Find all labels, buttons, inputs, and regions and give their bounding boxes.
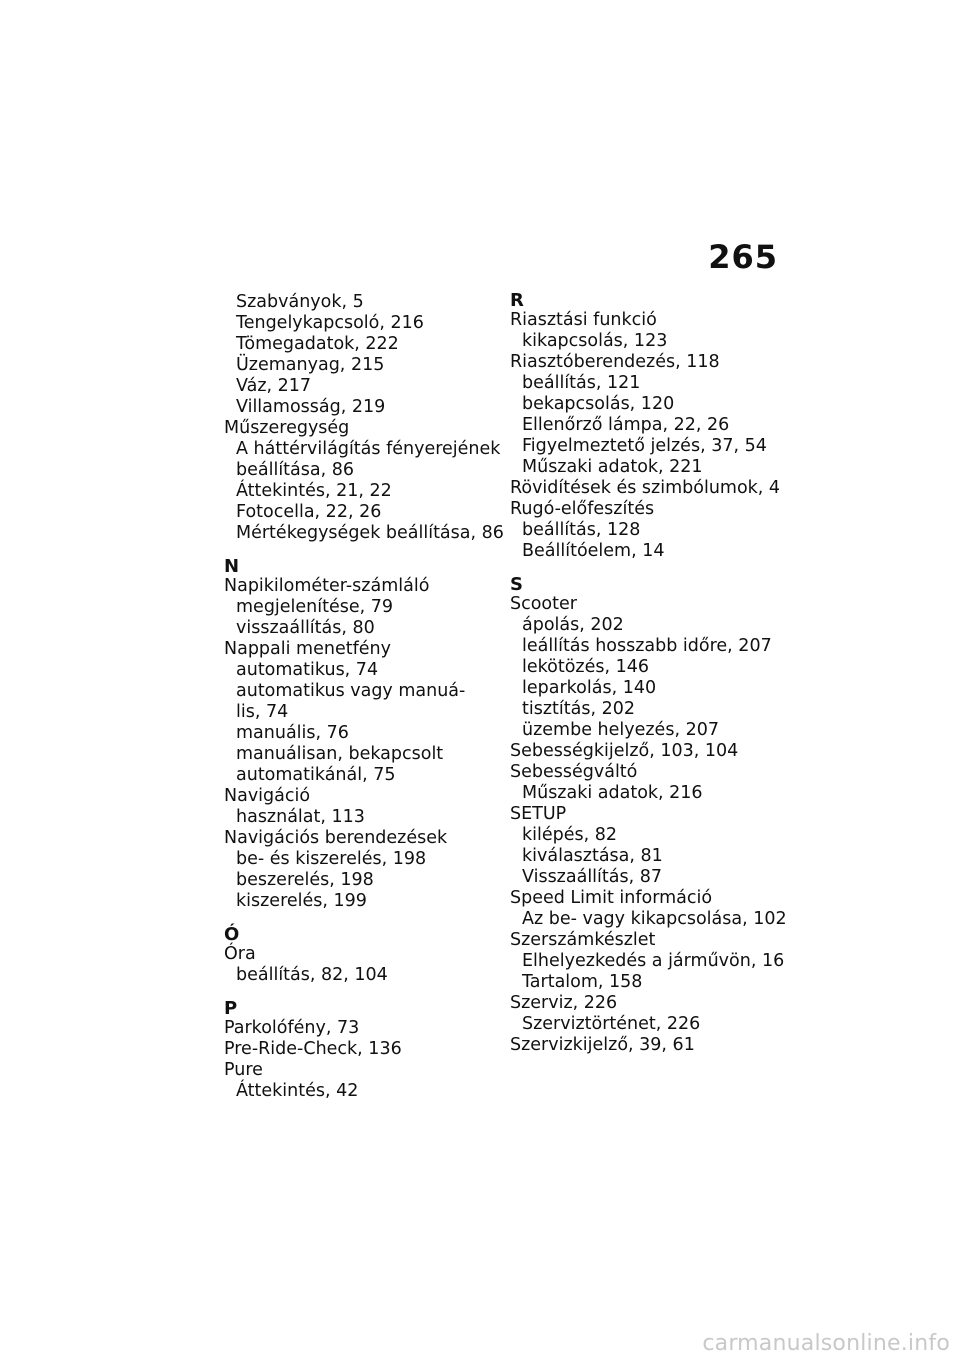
index-entry: Speed Limit információ xyxy=(510,888,713,908)
index-subentry: Visszaállítás, 87 xyxy=(522,867,662,887)
index-entry: Óra xyxy=(224,944,256,964)
index-subentry: automatikus vagy manuá- xyxy=(236,681,466,701)
index-subentry: kiszerelés, 199 xyxy=(236,891,367,911)
index-entry: Scooter xyxy=(510,594,577,614)
index-subentry: beállítás, 128 xyxy=(522,520,641,540)
index-letter-heading: Ó xyxy=(224,924,240,945)
index-subentry: Műszaki adatok, 221 xyxy=(522,457,703,477)
index-subentry: kilépés, 82 xyxy=(522,825,618,845)
index-column-right xyxy=(510,292,810,1056)
index-subentry: automatikánál, 75 xyxy=(236,765,396,785)
index-entry: Navigáció xyxy=(224,786,311,806)
index-subentry: Villamosság, 219 xyxy=(236,397,386,417)
index-entry: Szervizkijelző, 39, 61 xyxy=(510,1035,695,1055)
index-entry: Rugó-előfeszítés xyxy=(510,499,655,519)
index-column-left xyxy=(224,292,504,1102)
index-subentry: Áttekintés, 42 xyxy=(236,1081,359,1101)
index-subentry: üzembe helyezés, 207 xyxy=(522,720,719,740)
index-entry: Műszeregység xyxy=(224,418,350,438)
index-subentry: leállítás hosszabb időre, 207 xyxy=(522,636,772,656)
index-entry: Pure xyxy=(224,1060,263,1080)
index-entry: Sebességkijelző, 103, 104 xyxy=(510,741,739,761)
index-subentry: Fotocella, 22, 26 xyxy=(236,502,382,522)
index-subentry: beállítás, 82, 104 xyxy=(236,965,388,985)
index-entry: Riasztóberendezés, 118 xyxy=(510,352,720,372)
index-subentry: Áttekintés, 21, 22 xyxy=(236,481,392,501)
index-subentry: Szabványok, 5 xyxy=(236,292,364,312)
index-subentry: lekötözés, 146 xyxy=(522,657,650,677)
index-subentry: kiválasztása, 81 xyxy=(522,846,663,866)
index-letter-heading: S xyxy=(510,574,523,595)
index-entry: Pre-Ride-Check, 136 xyxy=(224,1039,402,1059)
index-subentry: Tömegadatok, 222 xyxy=(236,334,399,354)
index-subentry: Váz, 217 xyxy=(236,376,312,396)
index-subentry: lis, 74 xyxy=(236,702,289,722)
index-subentry: Üzemanyag, 215 xyxy=(236,355,385,375)
index-entry: Szerszámkészlet xyxy=(510,930,656,950)
index-subentry: ápolás, 202 xyxy=(522,615,624,635)
index-subentry: visszaállítás, 80 xyxy=(236,618,375,638)
index-subentry: Szerviztörténet, 226 xyxy=(522,1014,701,1034)
index-subentry: Ellenőrző lámpa, 22, 26 xyxy=(522,415,730,435)
index-subentry: manuálisan, bekapcsolt xyxy=(236,744,444,764)
index-subentry: Tartalom, 158 xyxy=(522,972,643,992)
index-subentry: be- és kiszerelés, 198 xyxy=(236,849,427,869)
index-entry: Navigációs berendezések xyxy=(224,828,448,848)
index-subentry: tisztítás, 202 xyxy=(522,699,635,719)
page-number: 265 xyxy=(708,238,778,276)
index-subentry: Műszaki adatok, 216 xyxy=(522,783,703,803)
index-entry: Szerviz, 226 xyxy=(510,993,618,1013)
index-subentry: Beállítóelem, 14 xyxy=(522,541,665,561)
index-entry: Parkolófény, 73 xyxy=(224,1018,360,1038)
index-entry: Napikilométer-számláló xyxy=(224,576,430,596)
index-subentry: bekapcsolás, 120 xyxy=(522,394,675,414)
index-entry: Riasztási funkció xyxy=(510,310,657,330)
index-subentry: megjelenítése, 79 xyxy=(236,597,394,617)
index-subentry: Elhelyezkedés a járművön, 16 xyxy=(522,951,785,971)
index-entry: Nappali menetfény xyxy=(224,639,391,659)
index-subentry: Figyelmeztető jelzés, 37, 54 xyxy=(522,436,767,456)
index-subentry: beszerelés, 198 xyxy=(236,870,374,890)
index-letter-heading: P xyxy=(224,998,238,1019)
index-subentry: beállítása, 86 xyxy=(236,460,355,480)
index-entry: Sebességváltó xyxy=(510,762,638,782)
index-letter-heading: R xyxy=(510,290,524,311)
index-subentry: A háttérvilágítás fényerejének xyxy=(236,439,501,459)
index-subentry: beállítás, 121 xyxy=(522,373,641,393)
index-letter-heading: N xyxy=(224,556,240,577)
index-subentry: leparkolás, 140 xyxy=(522,678,657,698)
index-entry: SETUP xyxy=(510,804,567,824)
index-entry: Rövidítések és szimbólumok, 4 xyxy=(510,478,781,498)
index-subentry: használat, 113 xyxy=(236,807,365,827)
watermark-text[interactable]: carmanualsonline.info xyxy=(702,1331,950,1356)
index-subentry: Tengelykapcsoló, 216 xyxy=(236,313,424,333)
index-subentry: manuális, 76 xyxy=(236,723,349,743)
index-subentry: kikapcsolás, 123 xyxy=(522,331,668,351)
index-subentry: Az be- vagy kikapcsolása, 102 xyxy=(522,909,787,929)
index-subentry: automatikus, 74 xyxy=(236,660,379,680)
index-subentry: Mértékegységek beállítása, 86 xyxy=(236,523,504,543)
